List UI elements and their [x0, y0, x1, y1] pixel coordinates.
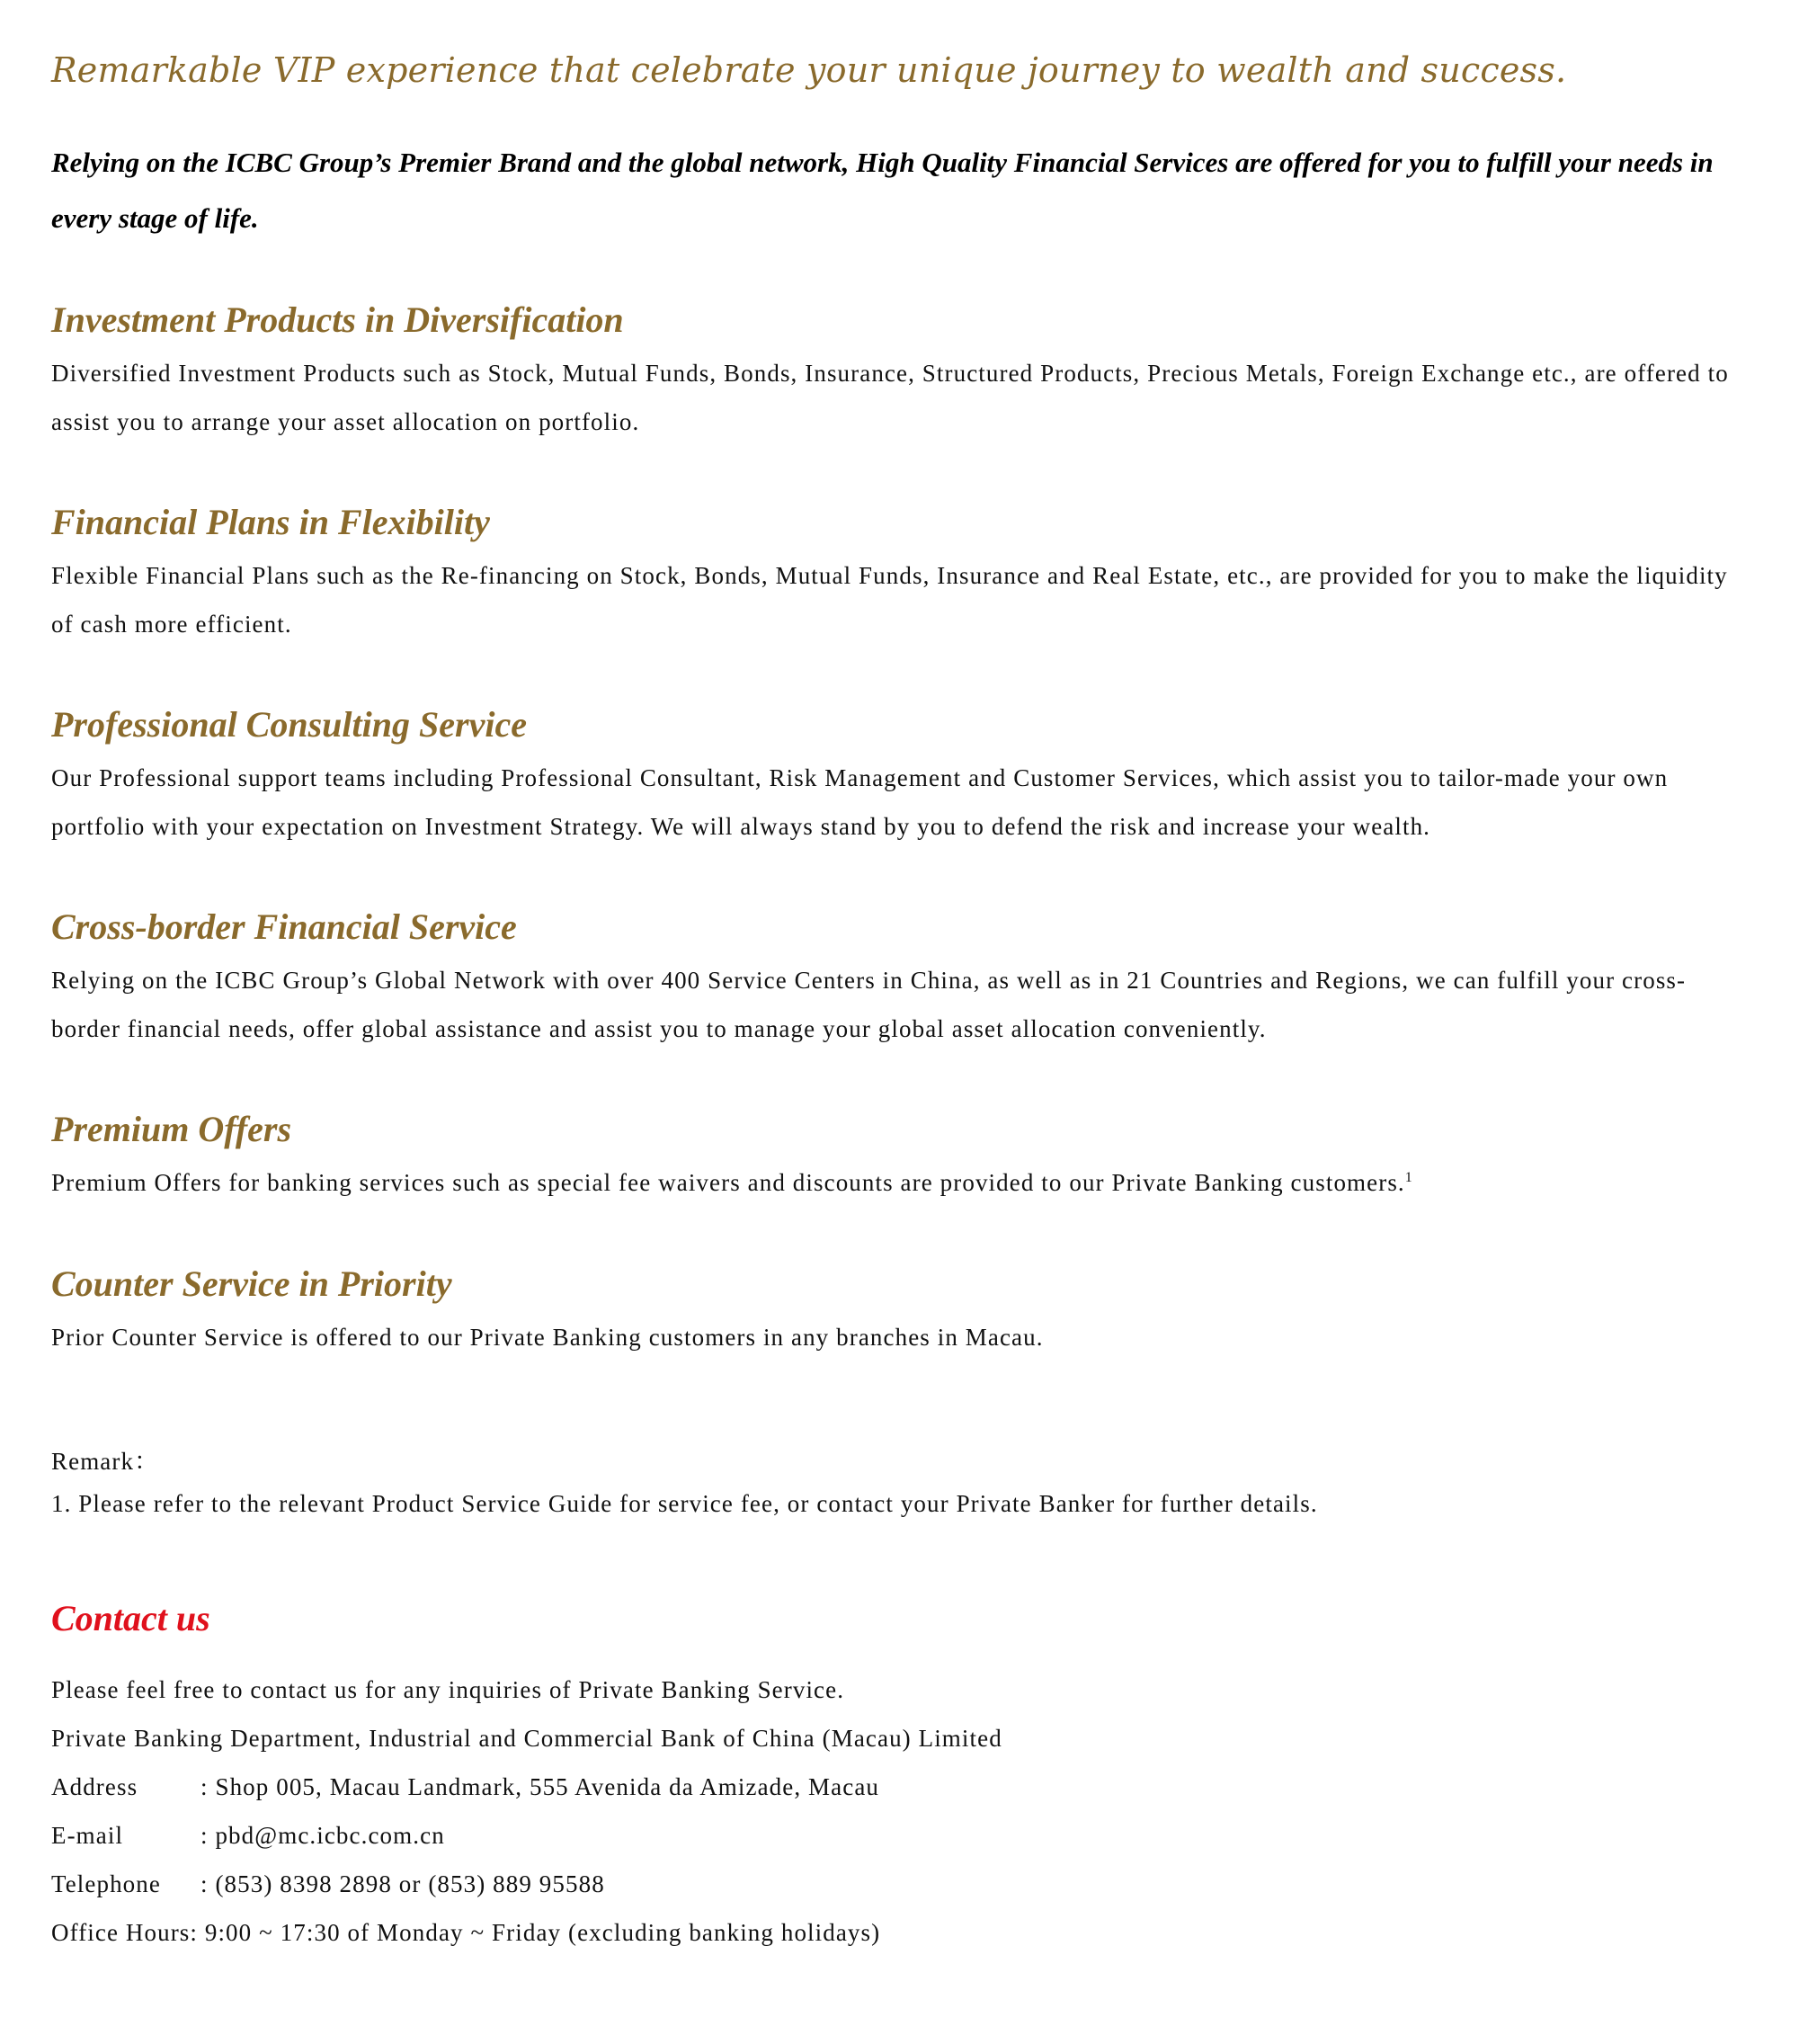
section-title-financial-plans: Financial Plans in Flexibility [51, 502, 490, 542]
address-value: : Shop 005, Macau Landmark, 555 Avenida da Amizade, Macau [200, 1773, 880, 1800]
contact-email-row [51, 1822, 445, 1850]
section-body-financial-plans: Flexible Financial Plans such as the Re-financing on Stock, Bonds, Mutual Funds, Insurance and Real Estate, etc., are provided for you to make the liquidity of cash more efficient. [51, 562, 1728, 638]
contact-address-row [51, 1773, 879, 1801]
section-body-premium-offers [51, 1158, 1741, 1207]
contact-intro: Please feel free to contact us for any inquiries of Private Banking Service. [51, 1676, 845, 1703]
premium-offers-text: Premium Offers for banking services such as special fee waivers and discounts are provided to our Private Banking customers. [51, 1169, 1405, 1196]
contact-department: Private Banking Department, Industrial and Commercial Bank of China (Macau) Limited [51, 1725, 1002, 1752]
section-body-cross-border: Relying on the ICBC Group’s Global Network with over 400 Service Centers in China, as well as in 21 Countries and Regions, we can fulfill your cross-border financial needs, offer global assistance and assist you to manage your global asset allocation conveniently. [51, 967, 1687, 1042]
section-body-professional-consulting: Our Professional support teams including Professional Consultant, Risk Management and Customer Services, which assist you to tailor-made your own portfolio with your expectation on Investment Strategy. We will always stand by you to defend the risk and increase your wealth. [51, 764, 1669, 840]
contact-office-hours: Office Hours: 9:00 ~ 17:30 of Monday ~ Friday (excluding banking holidays) [51, 1919, 881, 1946]
section-body-counter-service: Prior Counter Service is offered to our Private Banking customers in any branches in Macau. [51, 1324, 1044, 1351]
email-label: E-mail [51, 1822, 124, 1849]
section-title-cross-border: Cross-border Financial Service [51, 906, 517, 947]
remark-label: Remark： [51, 1448, 160, 1475]
intro-paragraph: Relying on the ICBC Group’s Premier Brand and the global network, High Quality Financial Services are offered for you to fulfill your needs in every stage of life. [51, 147, 1714, 234]
section-title-premium-offers: Premium Offers [51, 1109, 292, 1149]
remark-note: 1. Please refer to the relevant Product Service Guide for service fee, or contact your Private Banker for further details. [51, 1490, 1318, 1517]
telephone-value: : (853) 8398 2898 or (853) 889 95588 [200, 1870, 605, 1897]
section-body-investment-products: Diversified Investment Products such as Stock, Mutual Funds, Bonds, Insurance, Structured Products, Precious Metals, Foreign Exchange etc., are offered to assist you to arrange your asset allocation on portfolio. [51, 360, 1729, 435]
section-title-counter-service: Counter Service in Priority [51, 1263, 452, 1304]
section-title-investment-products: Investment Products in Diversification [51, 299, 624, 340]
footnote-mark: 1 [1404, 1170, 1413, 1185]
contact-title: Contact us [51, 1598, 210, 1638]
address-label: Address [51, 1773, 138, 1800]
email-value: : pbd@mc.icbc.com.cn [200, 1822, 445, 1849]
section-title-professional-consulting: Professional Consulting Service [51, 704, 527, 745]
tagline: Remarkable VIP experience that celebrate your unique journey to wealth and success. [51, 50, 1567, 90]
telephone-label: Telephone [51, 1870, 161, 1897]
contact-telephone-row [51, 1870, 605, 1898]
